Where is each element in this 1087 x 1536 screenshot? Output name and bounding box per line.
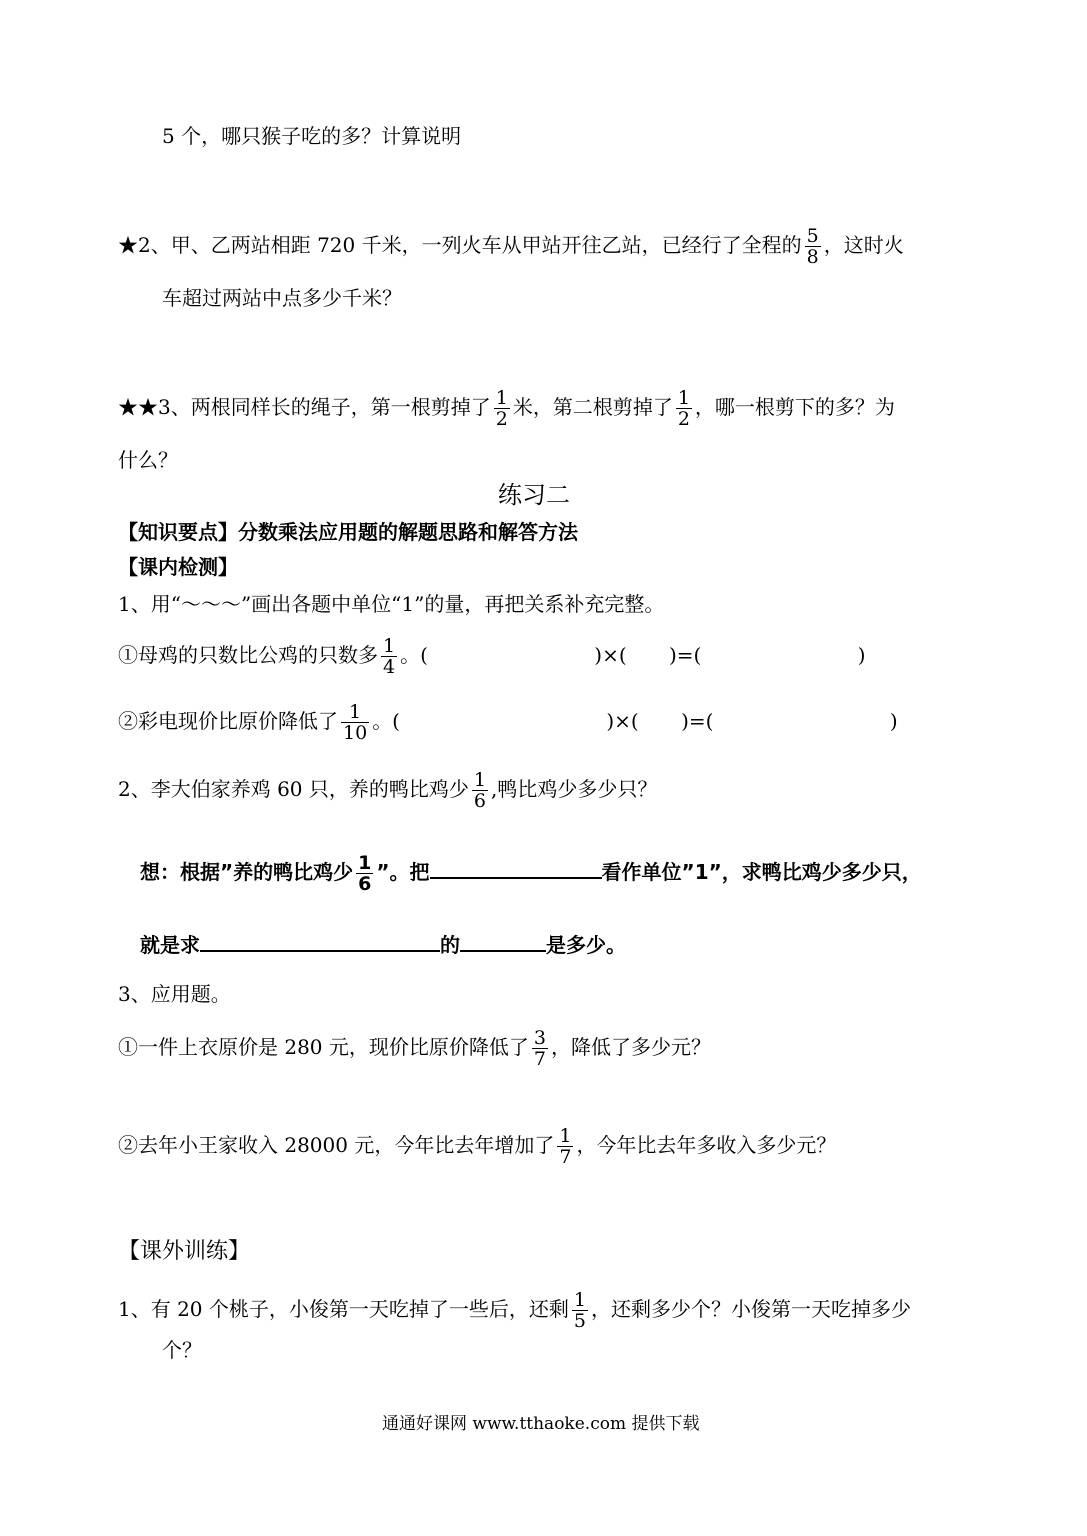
exercise3-line2: 什么？ [118, 448, 178, 472]
fraction: $\frac{1}{7}$ [559, 1125, 572, 1168]
exercise1-tail: 5 个，哪只猴子吃的多？计算说明 [162, 124, 462, 148]
q3-stem: 3、应用题。 [118, 982, 231, 1006]
exercise2-text-b: ，这时火 [823, 233, 904, 257]
q3-item2: ②去年小王家收入 28000 元，今年比去年增加了 $\frac{1}{7}$ ，今年比去年多收入多少元？ [118, 1125, 837, 1168]
fraction: $\frac{1}{2}$ [495, 387, 508, 430]
q2-think-line2: 就是求 的 是多少。 [140, 933, 626, 957]
answer-blank[interactable] [460, 932, 546, 952]
q1-item2: ②彩电现价比原价降低了 $\frac{1}{10}$ 。( )×( )=( ) [118, 701, 898, 744]
exercise3-line1: ★★3、两根同样长的绳子，第一根剪掉了 $\frac{1}{2}$ 米，第二根剪掉了 $\frac{1}{2}$ ，哪一根剪下的多？为 [118, 387, 895, 430]
outclass-q1-line2: 个？ [162, 1338, 202, 1362]
fraction: $\frac{1}{5}$ [573, 1289, 586, 1332]
outclass-heading: 【课外训练】 [118, 1239, 251, 1264]
fraction: $\frac{1}{10}$ [343, 701, 368, 744]
q1-stem: 1、用“～～～”画出各题中单位“1”的量，再把关系补充完整。 [118, 592, 665, 616]
inclass-heading: 【课内检测】 [118, 555, 238, 579]
q2-think-line1: 想：根据”养的鸭比鸡少 $\frac{1}{6}$ ”。把 看作单位”1”，求鸭比鸡少多少只， [140, 852, 922, 895]
fraction: $\frac{5}{8}$ [806, 225, 819, 268]
fraction: $\frac{1}{6}$ [473, 769, 486, 812]
footer: 通通好课网 www.tthaoke.com 提供下载 [382, 1414, 700, 1434]
fraction: $\frac{3}{7}$ [533, 1027, 546, 1070]
q2-stem: 2、李大伯家养鸡 60 只，养的鸭比鸡少 $\frac{1}{6}$ ,鸭比鸡少多少只？ [118, 769, 658, 812]
section-title: 练习二 [498, 481, 570, 509]
answer-blank[interactable] [430, 859, 602, 879]
q3-item1: ①一件上衣原价是 280 元，现价比原价降低了 $\frac{3}{7}$ ，降低了多少元？ [118, 1027, 711, 1070]
exercise2-text-a: ★2、甲、乙两站相距 720 千米，一列火车从甲站开往乙站，已经行了全程的 [118, 233, 802, 257]
fraction: $\frac{1}{2}$ [677, 387, 690, 430]
knowledge-points: 【知识要点】分数乘法应用题的解题思路和解答方法 [118, 520, 578, 544]
q1-item1: ①母鸡的只数比公鸡的只数多 $\frac{1}{4}$ 。( )×( )=( ) [118, 635, 866, 678]
fraction: $\frac{1}{4}$ [383, 635, 396, 678]
exercise2-line1 [118, 226, 904, 267]
answer-blank[interactable] [200, 932, 440, 952]
exercise2-line2: 车超过两站中点多少千米？ [162, 286, 402, 310]
fraction: $\frac{1}{6}$ [358, 852, 372, 895]
outclass-q1-line1: 1、有 20 个桃子，小俊第一天吃掉了一些后，还剩 $\frac{1}{5}$ ，还剩多少个？小俊第一天吃掉多少 [118, 1289, 911, 1332]
